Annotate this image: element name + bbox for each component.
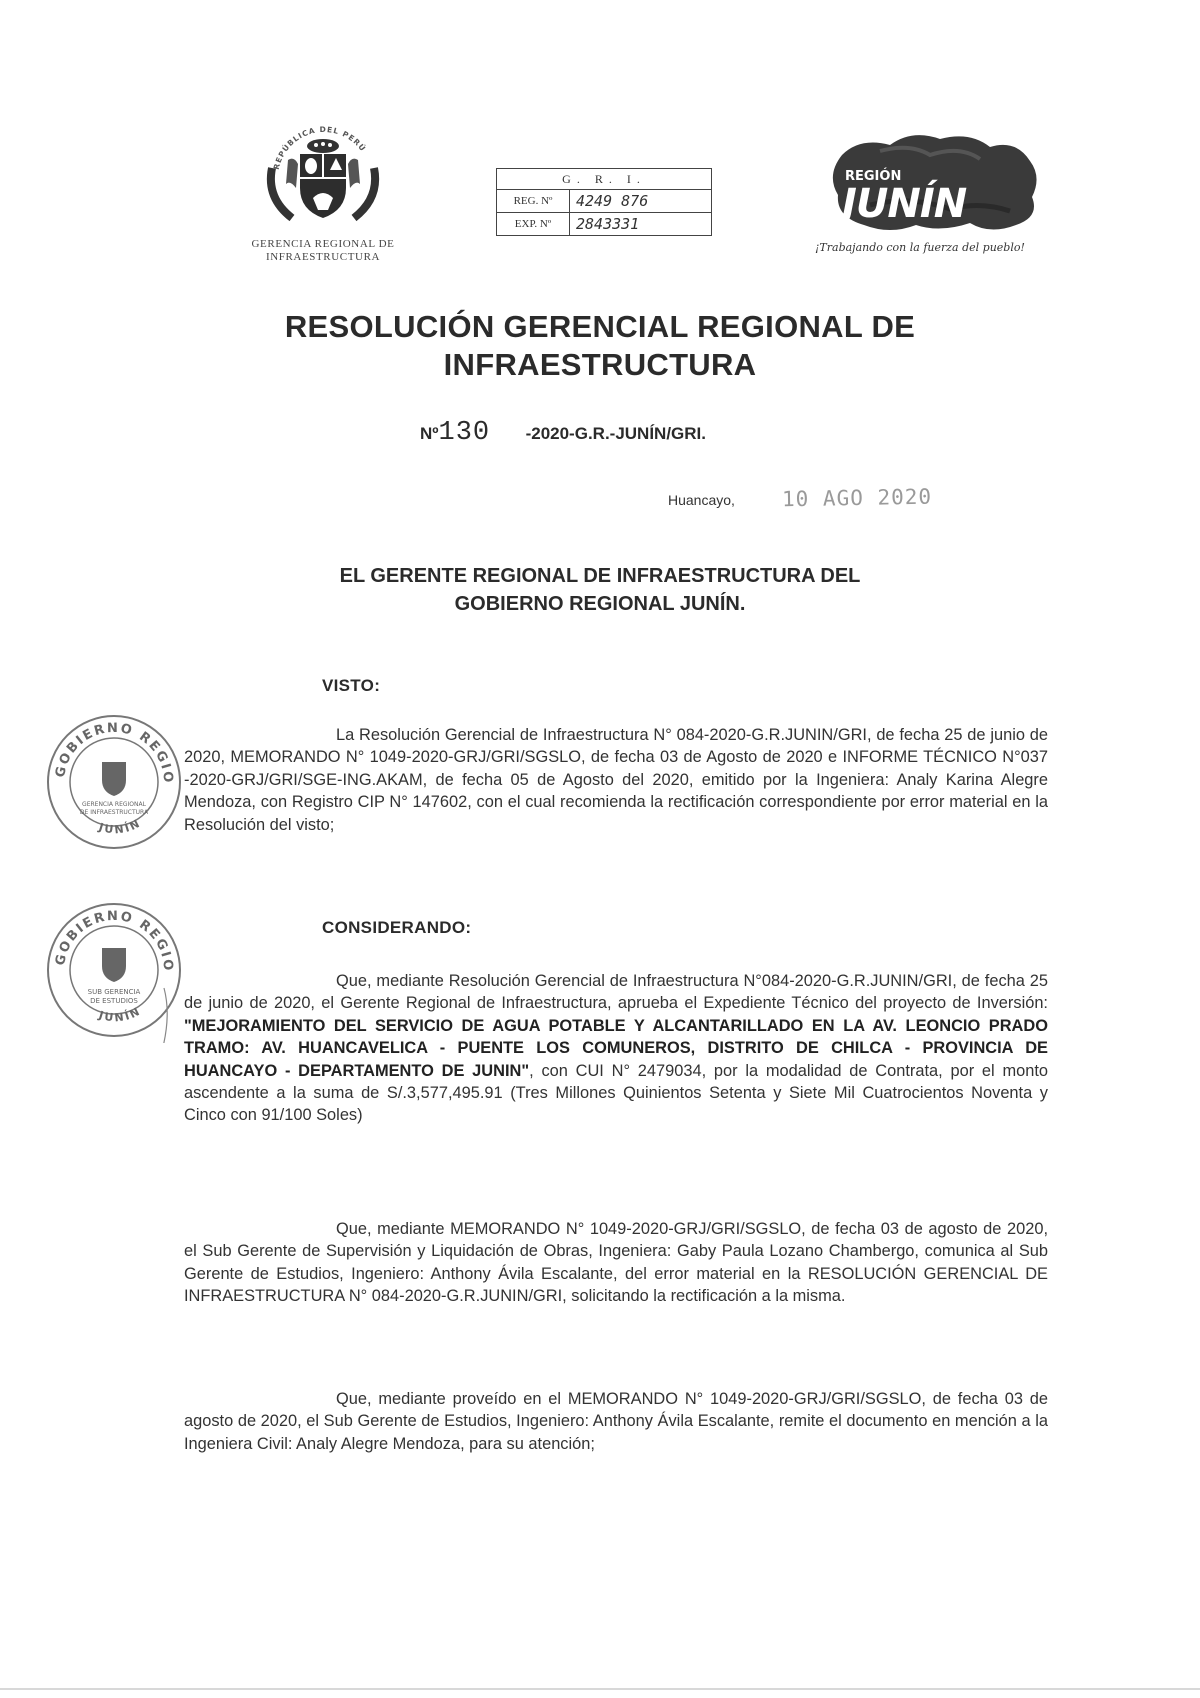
svg-text:GERENCIA REGIONAL: GERENCIA REGIONAL xyxy=(82,801,146,808)
visto-paragraph: La Resolución Gerencial de Infraestructura N° 084-2020-G.R.JUNIN/GRI, de fecha 25 de junio de 2020, MEMORANDO N° 1049-2020-GRJ/GRI/SGSLO, de fecha 03 de Agosto de 2020 e INFORME TÉCNICO N°037 -2020-GRJ/GRI/SGE-ING.AKAM, de fecha 05 de Agosto del 2020, emitido por la Ingeniera: Analy Karina Alegre Mendoza, con Registro CIP N° 147602, con el cual recomienda la rectificación correspondiente por error material en la Resolución del visto; xyxy=(184,726,1048,834)
registry-heading: G. R. I. xyxy=(562,171,646,186)
registry-reg-row: REG. Nº 4249 876 xyxy=(497,189,711,212)
official-seal-icon xyxy=(42,898,187,1043)
svg-text:GOBIERNO REGIONAL: GOBIERNO REGIO xyxy=(52,908,176,973)
resolution-number-suffix: -2020-G.R.-JUNÍN/GRI. xyxy=(525,424,707,443)
seal-gerencia-infraestructura xyxy=(42,710,187,855)
date-stamp: 10 AGO 2020 xyxy=(781,484,933,512)
crest-label: GERENCIA REGIONAL DE INFRAESTRUCTURA xyxy=(251,238,395,263)
seal-sub-gerencia-estudios xyxy=(42,898,187,1043)
place: Huancayo, xyxy=(668,492,735,508)
svg-text:DE ESTUDIOS: DE ESTUDIOS xyxy=(90,997,138,1005)
peru-crest-logo xyxy=(258,118,388,243)
registry-exp-row: EXP. Nº 2843331 xyxy=(497,212,711,235)
considerando-paragraph-3: Que, mediante proveído en el MEMORANDO N° 1049-2020-GRJ/GRI/SGSLO, de fecha 03 de agosto de 2020, el Sub Gerente de Estudios, Ingeniero: Anthony Ávila Escalante, remite el documento en mención a la Ingeniera Civil: Analy Alegre Mendoza, para su atención; xyxy=(184,1390,1048,1453)
official-seal-icon xyxy=(42,710,187,855)
registry-box xyxy=(496,168,712,236)
coat-of-arms-icon xyxy=(258,118,388,228)
region-small-text: REGIÓN xyxy=(845,169,902,184)
resolution-number: Nº130 -2020-G.R.-JUNÍN/GRI. xyxy=(420,418,707,448)
document-title xyxy=(0,308,1200,384)
considerando-paragraph-2: Que, mediante MEMORANDO N° 1049-2020-GRJ/GRI/SGSLO, de fecha 03 de agosto de 2020, el Sub Gerente de Supervisión y Liquidación de Obras, Ingeniera: Gaby Paula Lozano Chambergo, comunica al Sub Gerente de Estudios, Ingeniero: Anthony Ávila Escalante, del error material en la RESOLUCIÓN GERENCIAL DE INFRAESTRUCTURA N° 084-2020-G.R.JUNIN/GRI, solicitando la rectificación a la misma. xyxy=(184,1220,1048,1306)
visto-heading: VISTO: xyxy=(322,676,381,695)
considerando-heading: CONSIDERANDO: xyxy=(322,918,472,937)
title-line-1: RESOLUCIÓN GERENCIAL REGIONAL DE xyxy=(284,309,916,344)
region-big-text: JUNÍN xyxy=(842,181,967,227)
region-slogan: ¡Trabajando con la fuerza del pueblo! xyxy=(815,241,1025,254)
region-junin-logo xyxy=(815,125,1050,260)
resolution-number-value: 130 xyxy=(438,418,491,448)
registry-exp-value: 2843331 xyxy=(576,215,640,233)
registry-reg-value: 4249 876 xyxy=(576,192,649,210)
svg-text:SUB GERENCIA: SUB GERENCIA xyxy=(87,988,141,996)
svg-text:DE INFRAESTRUCTURA: DE INFRAESTRUCTURA xyxy=(79,809,149,816)
authority-heading: EL GERENTE REGIONAL DE INFRAESTRUCTURA DEL GOBIERNO REGIONAL JUNÍN. xyxy=(339,565,861,615)
crest-motto: REPÚBLICA DEL PERÚ xyxy=(271,124,368,171)
svg-text:JUNÍN: JUNÍN xyxy=(97,816,144,837)
svg-text:GOBIERNO REGIONAL: GOBIERNO REGIO xyxy=(52,720,176,785)
title-line-2: INFRAESTRUCTURA xyxy=(443,347,757,382)
considerando-paragraph-1: Que, mediante Resolución Gerencial de Infraestructura N°084-2020-G.R.JUNIN/GRI, de fecha 25 de junio de 2020, el Gerente Regional de Infraestructura, aprueba el Expediente Técnico del proyecto de Inversión: "MEJORAMIENTO DEL SERVICIO DE AGUA POTABLE Y ALCANTARILLADO EN LA AV. LEONCIO PRADO TRAMO: AV. HUANCAVELICA - PUENTE LOS COMUNEROS, DISTRITO DE CHILCA - PROVINCIA DE HUANCAYO - DEPARTAMENTO DE JUNIN", con CUI N° 2479034, por la modalidad de Contrata, por el monto ascendente a la suma de S/.3,577,495.91 (Tres Millones Quinientos Setenta y Siete Mil Cuatrocientos Noventa y Cinco con 91/100 Soles) xyxy=(184,972,1048,1125)
svg-text:JUNÍN: JUNÍN xyxy=(97,1004,144,1025)
project-name: "MEJORAMIENTO DEL SERVICIO DE AGUA POTABLE Y ALCANTARILLADO EN LA AV. LEONCIO PRADO TRAMO: AV. HUANCAVELICA - PUENTE LOS COMUNEROS, DISTRITO DE CHILCA - PROVINCIA DE HUANCAYO - DEPARTAMENTO DE JUNIN" xyxy=(184,1016,1048,1080)
scan-edge-divider xyxy=(0,1688,1200,1690)
